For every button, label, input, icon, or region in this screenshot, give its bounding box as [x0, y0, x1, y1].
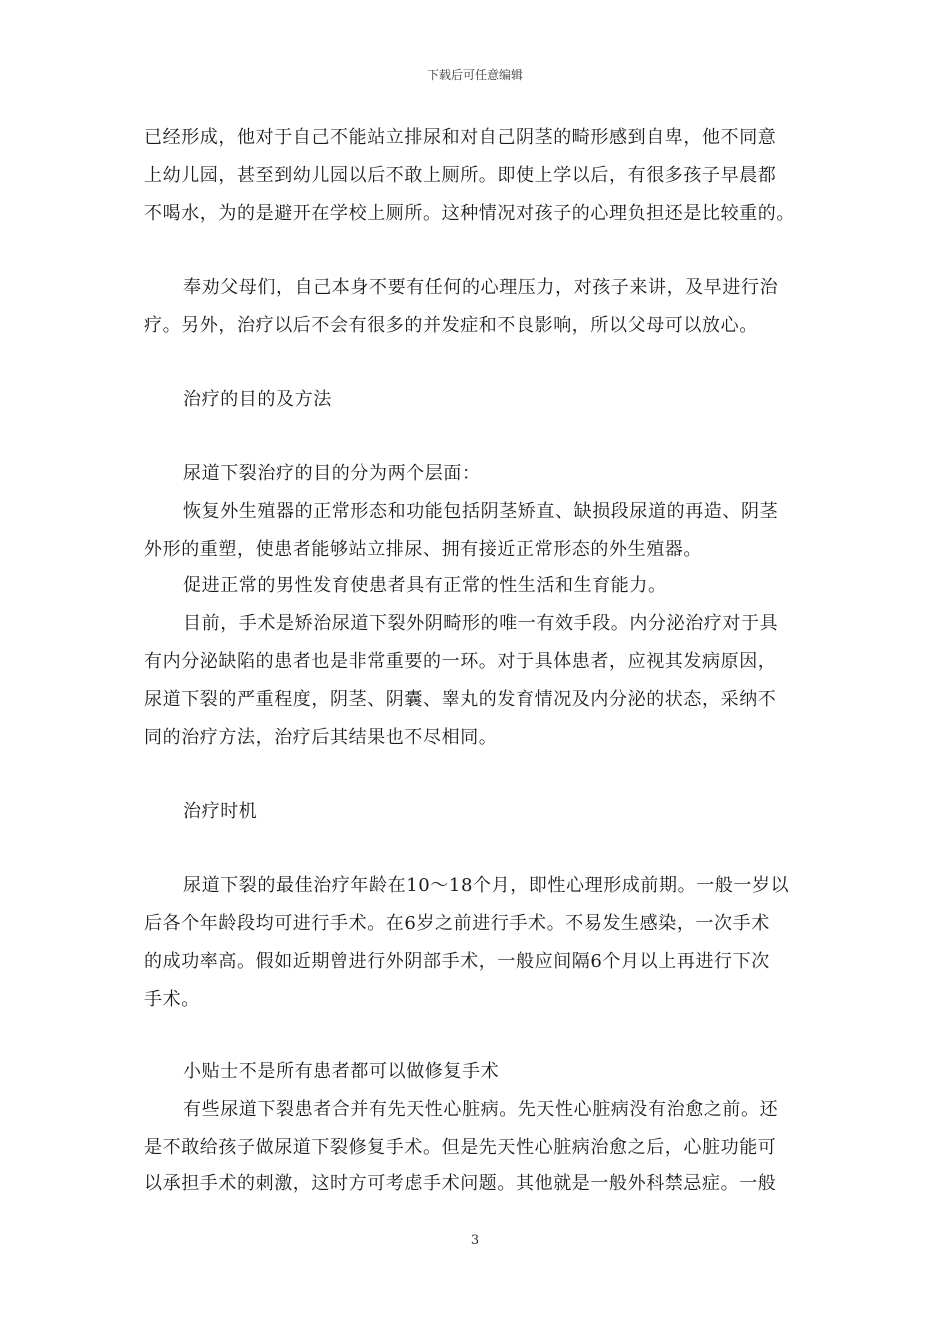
body-line: 是不敢给孩子做尿道下裂修复手术。但是先天性心脏病治愈之后，心脏功能可	[144, 1137, 777, 1158]
section-heading: 小贴士不是所有患者都可以做修复手术	[183, 1061, 500, 1082]
body-line: 后各个年龄段均可进行手术。在6岁之前进行手术。不易发生感染，一次手术	[144, 913, 770, 934]
body-line: 有些尿道下裂患者合并有先天性心脏病。先天性心脏病没有治愈之前。还	[183, 1099, 779, 1120]
body-line: 同的治疗方法，治疗后其结果也不尽相同。	[144, 727, 498, 748]
body-line: 尿道下裂治疗的目的分为两个层面：	[183, 463, 481, 484]
body-line: 以承担手术的刺激，这时方可考虑手术问题。其他就是一般外科禁忌症。一般	[144, 1173, 777, 1194]
body-line: 奉劝父母们，自己本身不要有任何的心理压力，对孩子来讲，及早进行治	[183, 277, 779, 298]
body-line: 手术。	[144, 989, 200, 1010]
body-line: 疗。另外，治疗以后不会有很多的并发症和不良影响，所以父母可以放心。	[144, 315, 758, 336]
body-line: 恢复外生殖器的正常形态和功能包括阴茎矫直、缺损段尿道的再造、阴茎	[183, 501, 779, 522]
page-number: 3	[470, 1233, 480, 1248]
body-line: 外形的重塑，使患者能够站立排尿、拥有接近正常形态的外生殖器。	[144, 539, 702, 560]
body-line: 尿道下裂的最佳治疗年龄在10～18个月，即性心理形成前期。一般一岁以	[183, 875, 790, 896]
section-heading: 治疗的目的及方法	[183, 389, 332, 410]
body-line: 上幼儿园，甚至到幼儿园以后不敢上厕所。即使上学以后，有很多孩子早晨都	[144, 165, 777, 186]
body-line: 不喝水，为的是避开在学校上厕所。这种情况对孩子的心理负担还是比较重的。	[144, 203, 795, 224]
body-line: 的成功率高。假如近期曾进行外阴部手术，一般应间隔6个月以上再进行下次	[144, 951, 770, 972]
body-line: 目前，手术是矫治尿道下裂外阴畸形的唯一有效手段。内分泌治疗对于具	[183, 613, 779, 634]
body-line: 尿道下裂的严重程度，阴茎、阴囊、睾丸的发育情况及内分泌的状态，采纳不	[144, 689, 777, 710]
page-header: 下载后可任意编辑	[426, 68, 523, 82]
body-line: 有内分泌缺陷的患者也是非常重要的一环。对于具体患者，应视其发病原因，	[144, 651, 777, 672]
body-line: 促进正常的男性发育使患者具有正常的性生活和生育能力。	[183, 575, 667, 596]
section-heading: 治疗时机	[183, 801, 258, 822]
body-line: 已经形成，他对于自己不能站立排尿和对自己阴茎的畸形感到自卑，他不同意	[144, 127, 777, 148]
